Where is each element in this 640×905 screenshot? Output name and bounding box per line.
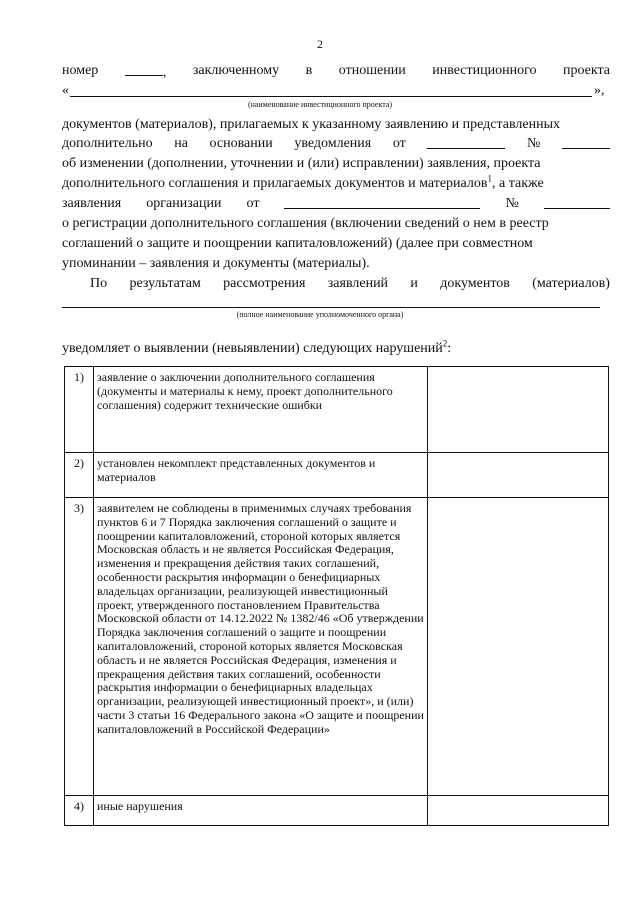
row-number: 4) bbox=[65, 796, 94, 826]
body-line: упоминании – заявления и документы (материалы). bbox=[62, 256, 370, 271]
violation-value-cell[interactable] bbox=[428, 367, 609, 453]
organization-line bbox=[62, 195, 610, 213]
organization-date-blank bbox=[284, 195, 480, 209]
word: рассмотрения bbox=[223, 276, 306, 291]
notice-text: : bbox=[447, 341, 452, 356]
violation-description: заявление о заключении дополнительного соглашения (документы и материалы к нему, проект дополнительного соглашения) содержит технические ошибки bbox=[94, 367, 428, 453]
violations-table bbox=[64, 366, 609, 826]
row-number: 3) bbox=[65, 498, 94, 796]
violation-value-cell[interactable] bbox=[428, 796, 609, 826]
word: на bbox=[174, 136, 188, 151]
table-row bbox=[65, 498, 609, 796]
close-quote: », bbox=[594, 83, 605, 98]
project-name-blank bbox=[70, 96, 592, 97]
word: документов bbox=[440, 276, 510, 291]
body-line: соглашений о защите и поощрении капиталовложений) (далее при совместном bbox=[62, 236, 533, 251]
word: организации bbox=[146, 196, 222, 211]
page-number: 2 bbox=[317, 37, 323, 51]
project-name-caption: (наименование инвестиционного проекта) bbox=[247, 100, 393, 109]
row-number: 1) bbox=[65, 367, 94, 453]
authority-name-caption: (полное наименование уполномоченного органа) bbox=[236, 310, 404, 319]
body-text: об изменении (дополнении, уточнении и (или) исправлении) заявления, проекта bbox=[62, 156, 541, 171]
body-line: о регистрации дополнительного соглашения (включении сведений о нем в реестр bbox=[62, 216, 549, 231]
word: инвестиционного bbox=[432, 63, 537, 78]
word: в bbox=[305, 63, 313, 78]
word: (материалов) bbox=[532, 276, 610, 291]
word: заключенному bbox=[192, 63, 280, 78]
results-line bbox=[90, 275, 610, 293]
violation-value-cell[interactable] bbox=[428, 453, 609, 498]
notification-line bbox=[62, 135, 610, 153]
notification-number-blank bbox=[562, 135, 610, 149]
body-line: документов (материалов), прилагаемых к указанному заявлению и представленных bbox=[62, 117, 561, 132]
word: заявлений bbox=[327, 276, 389, 291]
project-name-line bbox=[62, 82, 610, 100]
notice-text: уведомляет о выявлении (невыявлении) следующих нарушений bbox=[62, 341, 443, 356]
body-text: , а также bbox=[491, 176, 544, 191]
table-row bbox=[65, 453, 609, 498]
body-text: дополнительного соглашения и прилагаемых документов и материалов bbox=[62, 176, 488, 191]
word: проекта bbox=[563, 63, 610, 78]
open-quote: « bbox=[62, 83, 69, 98]
word: По bbox=[90, 276, 108, 291]
violation-value-cell[interactable] bbox=[428, 498, 609, 796]
word: , bbox=[162, 65, 167, 80]
table-row bbox=[65, 796, 609, 826]
body-line bbox=[62, 155, 610, 173]
footnote-2-marker[interactable]: 2 bbox=[442, 338, 448, 349]
footnote-1-marker[interactable]: 1 bbox=[487, 173, 492, 184]
word: основании bbox=[209, 136, 273, 151]
authority-name-blank bbox=[62, 307, 600, 308]
organization-number-blank bbox=[544, 195, 610, 209]
notification-date-blank bbox=[427, 135, 505, 149]
word: № bbox=[527, 136, 541, 151]
notice-line bbox=[62, 340, 610, 358]
row-number: 2) bbox=[65, 453, 94, 498]
word: № bbox=[505, 196, 519, 211]
word: и bbox=[410, 276, 418, 291]
word: от bbox=[392, 136, 406, 151]
violation-description: иные нарушения bbox=[94, 796, 428, 826]
violation-description: установлен некомплект представленных документов и материалов bbox=[94, 453, 428, 498]
word: отношении bbox=[338, 63, 406, 78]
word: уведомления bbox=[294, 136, 372, 151]
table-row bbox=[65, 367, 609, 453]
word: заявления bbox=[62, 196, 122, 211]
word: результатам bbox=[129, 276, 201, 291]
word: дополнительно bbox=[62, 136, 153, 151]
body-line bbox=[62, 175, 610, 193]
agreement-number-line bbox=[62, 62, 610, 82]
violation-description: заявителем не соблюдены в применимых случаях требования пунктов 6 и 7 Порядка заключения соглашений о защите и поощрении капиталовложений, стороной которых является Московская область и не является Российская Федерация, изменения и прекращения действия таких соглашений, особенности раскрытия информации о бенефициарных владельцах организации, реализующей инвестиционный проект, утвержденного постановлением Правительства Московской области от 14.12.2022 № 1382/46 «Об утверждении Порядка заключения соглашений о защите и поощрении капиталовложений, стороной которых является Московская область и не является Российская Федерация, изменения и прекращения действия таких соглашений, особенности раскрытия информации о бенефициарных владельцах организации, реализующей инвестиционный проект», и (или) части 3 статьи 16 Федерального закона «О защите и поощрении капиталовложений в Российской Федерации» bbox=[94, 498, 428, 796]
word: номер bbox=[62, 63, 99, 78]
agreement-number-blank bbox=[125, 62, 163, 76]
word: от bbox=[246, 196, 260, 211]
